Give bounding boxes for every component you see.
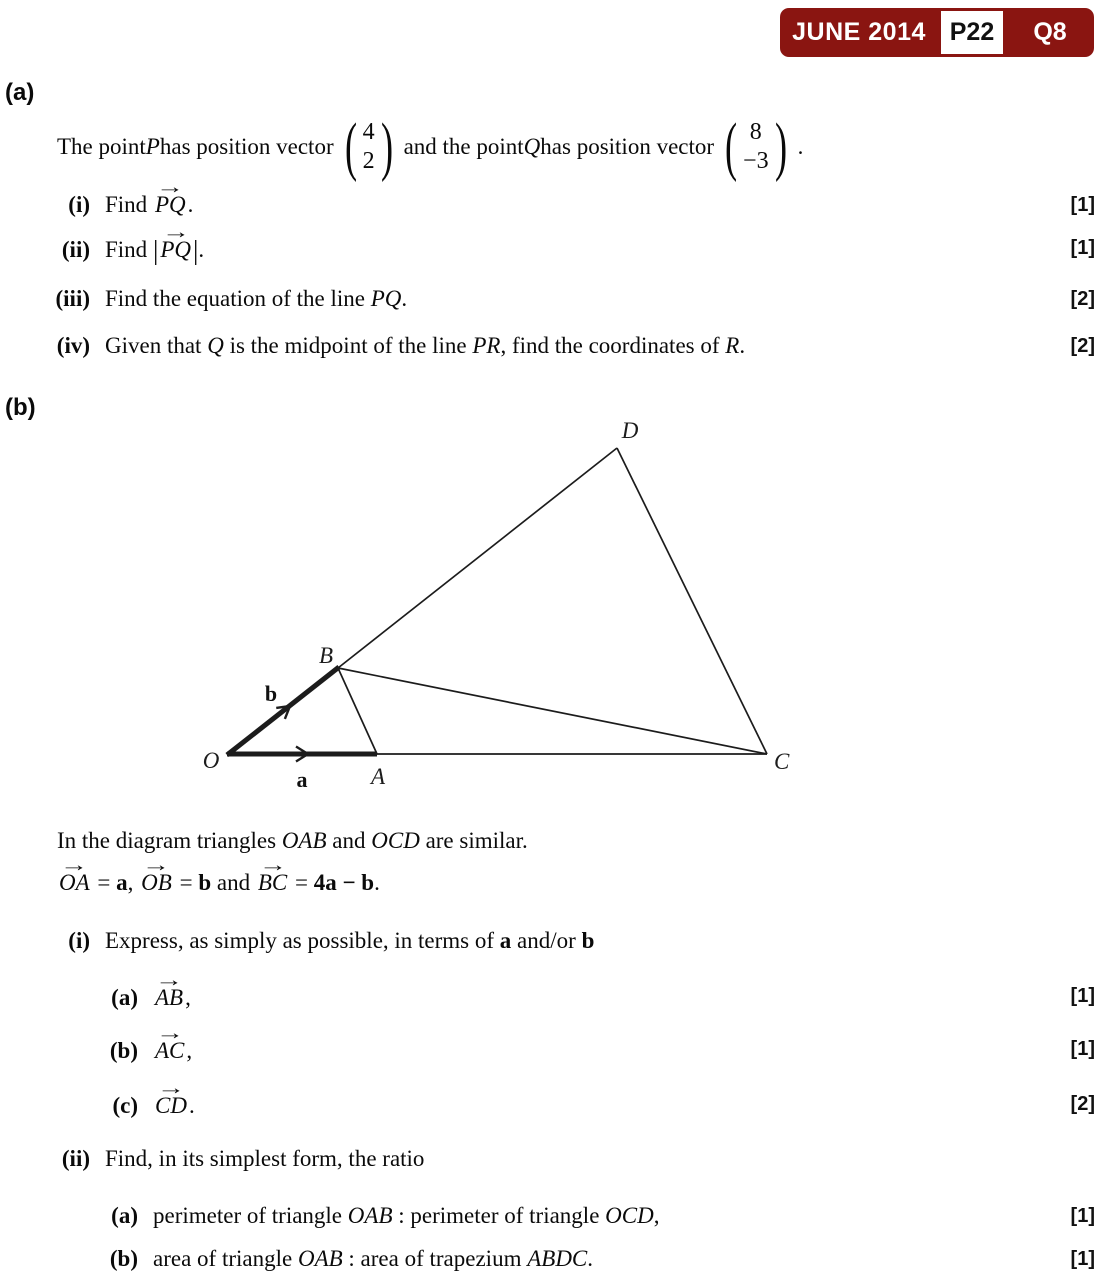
point-r: R <box>725 333 740 358</box>
triangle-oab: OAB <box>347 1203 393 1228</box>
vector-b-bold: b <box>198 870 212 895</box>
part-b-item-ii-a <box>0 1203 659 1229</box>
item-text: Express, as simply as possible, in terms of <box>105 928 500 953</box>
item-text: : area of trapezium <box>342 1246 528 1271</box>
vector-label-b: b <box>264 681 278 706</box>
vector-q-y: −3 <box>743 148 769 174</box>
line-DC <box>617 448 767 754</box>
marks-badge: [1] <box>1070 194 1095 216</box>
diagram-caption-1 <box>57 828 528 854</box>
part-a-item-iii <box>0 286 407 312</box>
part-a-item-iv <box>0 333 745 359</box>
vector-cd: → CD <box>155 1093 187 1119</box>
caption-text: and <box>211 870 256 895</box>
item-text: perimeter of triangle <box>153 1203 348 1228</box>
vector-ab: → AB <box>155 985 183 1011</box>
intro-text: and the point <box>403 134 524 159</box>
line-BD <box>338 448 617 668</box>
item-numeral: (i) <box>68 192 90 217</box>
vector-ac: → AC <box>155 1038 184 1064</box>
vector-pq: → PQ <box>155 192 186 218</box>
item-numeral: (iii) <box>55 286 90 311</box>
point-q: Q <box>523 134 541 159</box>
part-b-item-i-b <box>0 1038 192 1064</box>
vector-p-y: 2 <box>362 148 375 174</box>
line-pr: PR <box>472 333 501 358</box>
marks-badge: [2] <box>1070 335 1095 357</box>
vector-a-bold: a <box>499 928 512 953</box>
marks-badge: [1] <box>1070 237 1095 259</box>
similar-triangles-diagram <box>180 420 820 800</box>
item-text: , find the coordinates of <box>500 333 726 358</box>
part-a-intro <box>57 109 804 183</box>
vector-a-bold: a <box>116 870 128 895</box>
modulus-bar: | <box>152 235 159 265</box>
diagram-caption-2 <box>57 870 380 896</box>
caption-text: = <box>289 870 314 895</box>
part-b-item-ii <box>0 1146 424 1172</box>
item-text: Find, in its simplest form, the ratio <box>105 1146 425 1171</box>
line-pq: PQ <box>370 286 402 311</box>
part-a-item-i <box>0 192 193 218</box>
marks-badge: [1] <box>1070 1205 1095 1227</box>
intro-text: has position vector <box>159 134 334 159</box>
item-numeral: (a) <box>111 985 138 1010</box>
part-b-label: (b) <box>5 394 36 421</box>
item-numeral: (ii) <box>61 237 90 262</box>
vector-oa: → OA <box>59 870 90 896</box>
part-a-label: (a) <box>5 79 35 106</box>
marks-badge: [1] <box>1070 1038 1095 1060</box>
intro-text: The point <box>57 134 146 159</box>
marks-badge: [2] <box>1070 288 1095 310</box>
vector-bc: → BC <box>258 870 287 896</box>
item-text: is the midpoint of the line <box>223 333 473 358</box>
item-numeral: (a) <box>111 1203 138 1228</box>
triangle-oab: OAB <box>297 1246 343 1271</box>
item-text: , <box>653 1203 660 1228</box>
caption-text: In the diagram triangles <box>57 828 282 853</box>
right-paren: ) <box>380 109 393 183</box>
item-text: . <box>587 1246 594 1271</box>
item-text: . <box>187 192 194 217</box>
item-text: Find <box>105 192 153 217</box>
part-b-item-ii-b <box>0 1246 593 1272</box>
point-q: Q <box>207 333 224 358</box>
item-numeral: (b) <box>109 1038 138 1063</box>
column-vector-q <box>720 109 792 183</box>
marks-badge: [1] <box>1070 985 1095 1007</box>
left-paren: ( <box>724 109 738 183</box>
caption-text: are similar. <box>419 828 528 853</box>
item-text: Given that <box>105 333 208 358</box>
caption-text: = <box>173 870 199 895</box>
item-text: : perimeter of triangle <box>392 1203 606 1228</box>
item-numeral: (ii) <box>61 1146 90 1171</box>
caption-text: = <box>91 870 117 895</box>
vector-expression: 4a − b <box>313 870 375 895</box>
vector-b-bold: b <box>581 928 595 953</box>
part-b-item-i-c <box>0 1093 195 1119</box>
item-text: , <box>186 1038 193 1063</box>
part-b-item-i-a <box>0 985 191 1011</box>
triangle-oab: OAB <box>281 828 327 853</box>
vertex-label-A: A <box>370 764 386 789</box>
item-numeral: (i) <box>68 928 90 953</box>
vector-p-x: 4 <box>362 119 375 145</box>
vector-pq: → PQ <box>160 237 191 263</box>
item-text: Find the equation of the line <box>105 286 371 311</box>
vector-ob: → OB <box>141 870 172 896</box>
part-a-item-ii <box>0 235 204 266</box>
item-text: and/or <box>511 928 582 953</box>
item-text: . <box>188 1093 195 1118</box>
vertex-label-O: O <box>202 748 220 773</box>
caption-text: . <box>374 870 380 895</box>
badge-session: JUNE 2014 <box>792 18 926 46</box>
badge-question-number: Q8 <box>1033 18 1067 46</box>
part-b-item-i <box>0 928 594 954</box>
item-text: . <box>739 333 746 358</box>
item-numeral: (iv) <box>56 333 90 358</box>
item-text: . <box>401 286 408 311</box>
item-numeral: (c) <box>112 1093 138 1118</box>
item-text: . <box>198 237 205 262</box>
item-numeral: (b) <box>109 1246 138 1271</box>
item-text: , <box>185 985 191 1010</box>
marks-badge: [1] <box>1070 1248 1095 1270</box>
caption-text: and <box>326 828 372 853</box>
caption-text: , <box>127 870 140 895</box>
vertex-label-B: B <box>318 643 334 668</box>
line-BA <box>338 668 377 754</box>
marks-badge: [2] <box>1070 1093 1095 1115</box>
trapezium-abdc: ABDC <box>527 1246 588 1271</box>
intro-text: . <box>797 134 804 159</box>
right-paren: ) <box>774 109 787 183</box>
left-paren: ( <box>344 109 357 183</box>
vector-q-x: 8 <box>749 119 762 145</box>
item-text: area of triangle <box>153 1246 298 1271</box>
triangle-ocd: OCD <box>605 1203 654 1228</box>
modulus-bar: | <box>193 235 199 265</box>
vector-label-a: a <box>296 767 308 792</box>
vector-b-segment <box>227 667 339 755</box>
question-badge <box>780 8 1094 57</box>
intro-text: has position vector <box>540 134 715 159</box>
line-BC <box>338 668 767 754</box>
vertex-label-C: C <box>774 749 790 774</box>
badge-paper: P22 <box>938 8 1006 57</box>
vertex-label-D: D <box>621 420 639 443</box>
triangle-ocd: OCD <box>371 828 420 853</box>
item-text: Find <box>105 237 153 262</box>
column-vector-p <box>340 109 398 183</box>
point-p: P <box>145 134 160 159</box>
